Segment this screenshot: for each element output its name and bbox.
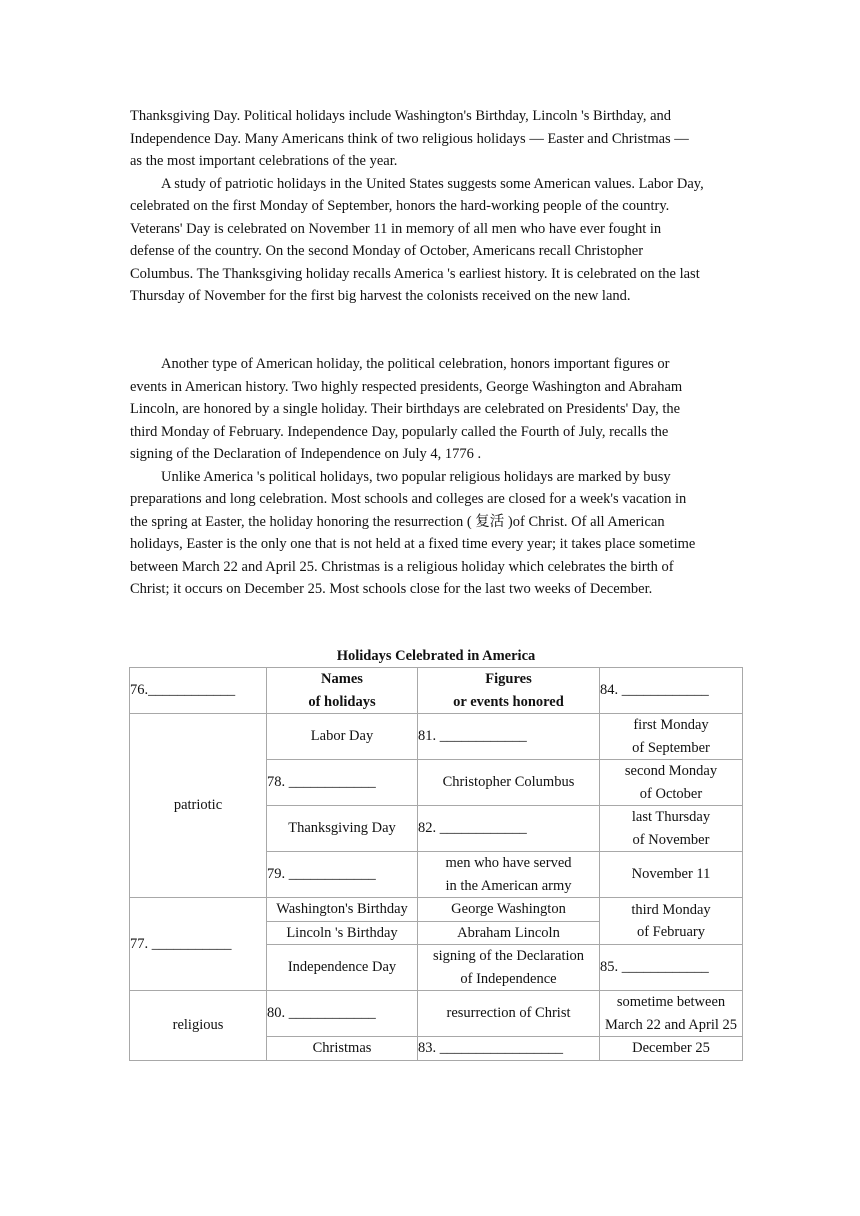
group-religious: religious <box>130 991 267 1061</box>
table-row <box>130 898 743 922</box>
figure-line1: signing of the Declaration <box>433 948 584 964</box>
text-line: A study of patriotic holidays in the United States suggests some American values. Labor Day, <box>161 175 704 192</box>
text-line: Another type of American holiday, the political celebration, honors important figures or <box>161 356 670 372</box>
cell-independence-figure <box>418 945 600 991</box>
cell-christmas-name: Christmas <box>267 1037 418 1061</box>
text-line: events in American history. Two highly respected presidents, George Washington and Abraham <box>130 378 683 395</box>
blank-83[interactable]: 83. _________________ <box>418 1037 600 1061</box>
cell-washington-name: Washington's Birthday <box>267 898 418 922</box>
holidays-table <box>129 667 743 1061</box>
text-line: holidays, Easter is the only one that is not held at a fixed time every year; it takes place sometime <box>130 536 696 552</box>
date-line2: March 22 and April 25 <box>604 1016 738 1033</box>
cell-labor-name: Labor Day <box>267 714 418 760</box>
figure-line2: in the American army <box>445 877 572 894</box>
cell-veterans-figure <box>418 852 600 898</box>
text-line: Lincoln, are honored by a single holiday. Their birthdays are celebrated on Presidents' Day, the <box>130 401 681 417</box>
table-header-row <box>130 668 743 714</box>
cell-lincoln-name: Lincoln 's Birthday <box>267 921 418 945</box>
header-figures-line2: or events honored <box>453 693 564 710</box>
passage-part-2 <box>130 353 750 601</box>
header-names-line2: of holidays <box>308 693 376 710</box>
text-line: Christ; it occurs on December 25. Most schools close for the last two weeks of December. <box>130 581 653 597</box>
date-line1: second Monday <box>624 763 718 779</box>
date-line2: of November <box>632 831 710 848</box>
date-line2: of February <box>636 924 706 940</box>
blank-84[interactable]: 84. ____________ <box>600 668 743 714</box>
text-line: the spring at Easter, the holiday honoring the resurrection ( 复活 )of Christ. Of all American <box>130 513 665 530</box>
cell-presidents-date <box>600 898 743 945</box>
text-line: as the most important celebrations of the year. <box>130 153 398 169</box>
cell-washington-figure: George Washington <box>418 898 600 922</box>
table-row <box>130 714 743 760</box>
text-line: celebrated on the first Monday of September, honors the hard-working people of the country. <box>130 198 670 214</box>
text-line: defense of the country. On the second Monday of October, Americans recall Christopher <box>130 243 644 259</box>
blank-78[interactable]: 78. ____________ <box>267 760 418 806</box>
cell-columbus-figure: Christopher Columbus <box>418 760 600 806</box>
header-figures <box>418 668 600 714</box>
text-line: signing of the Declaration of Independence on July 4, 1776 . <box>130 446 482 462</box>
text-line: Columbus. The Thanksgiving holiday recalls America 's earliest history. It is celebrated on the last <box>130 265 700 282</box>
date-line1: third Monday <box>631 901 711 918</box>
cell-labor-date <box>600 714 743 760</box>
blank-81[interactable]: 81. ____________ <box>418 714 600 760</box>
cell-columbus-date <box>600 760 743 806</box>
text-line: between March 22 and April 25. Christmas is a religious holiday which celebrates the birth of <box>130 558 674 575</box>
cell-easter-date <box>600 991 743 1037</box>
cell-thanksgiving-date <box>600 806 743 852</box>
date-line2: of October <box>639 785 703 802</box>
cell-easter-figure: resurrection of Christ <box>418 991 600 1037</box>
date-line1: sometime between <box>616 994 726 1010</box>
cell-christmas-date: December 25 <box>600 1037 743 1061</box>
text-line: Veterans' Day is celebrated on November 11 in memory of all men who have ever fought in <box>130 220 662 237</box>
text-line: preparations and long celebration. Most schools and colleges are closed for a week's vacation in <box>130 491 687 507</box>
passage-part-1 <box>130 105 750 308</box>
header-names <box>267 668 418 714</box>
blank-76[interactable]: 76.____________ <box>130 668 267 714</box>
header-names-line1: Names <box>321 671 363 687</box>
figure-line1: men who have served <box>445 855 572 871</box>
figure-line2: of Independence <box>460 970 557 987</box>
table-row <box>130 991 743 1037</box>
cell-veterans-date: November 11 <box>600 852 743 898</box>
blank-79[interactable]: 79. ____________ <box>267 852 418 898</box>
blank-80[interactable]: 80. ____________ <box>267 991 418 1037</box>
cell-independence-name: Independence Day <box>267 945 418 991</box>
text-line: Thursday of November for the first big harvest the colonists received on the new land. <box>130 288 631 304</box>
blank-77[interactable]: 77. ___________ <box>130 898 267 991</box>
blank-82[interactable]: 82. ____________ <box>418 806 600 852</box>
cell-lincoln-figure: Abraham Lincoln <box>418 921 600 945</box>
text-line: Unlike America 's political holidays, two popular religious holidays are marked by busy <box>161 468 671 485</box>
date-line2: of September <box>632 739 710 756</box>
text-line: Thanksgiving Day. Political holidays include Washington's Birthday, Lincoln 's Birthday, and <box>130 108 672 124</box>
header-figures-line1: Figures <box>485 671 532 687</box>
cell-thanksgiving-name: Thanksgiving Day <box>267 806 418 852</box>
table-title: Holidays Celebrated in America <box>336 648 536 664</box>
date-line1: first Monday <box>633 717 709 733</box>
date-line1: last Thursday <box>631 809 711 825</box>
text-line: third Monday of February. Independence Day, popularly called the Fourth of July, recalls the <box>130 423 669 440</box>
text-line: Independence Day. Many Americans think of two religious holidays — Easter and Christmas — <box>130 130 689 147</box>
blank-85[interactable]: 85. ____________ <box>600 945 743 991</box>
group-patriotic: patriotic <box>130 714 267 898</box>
